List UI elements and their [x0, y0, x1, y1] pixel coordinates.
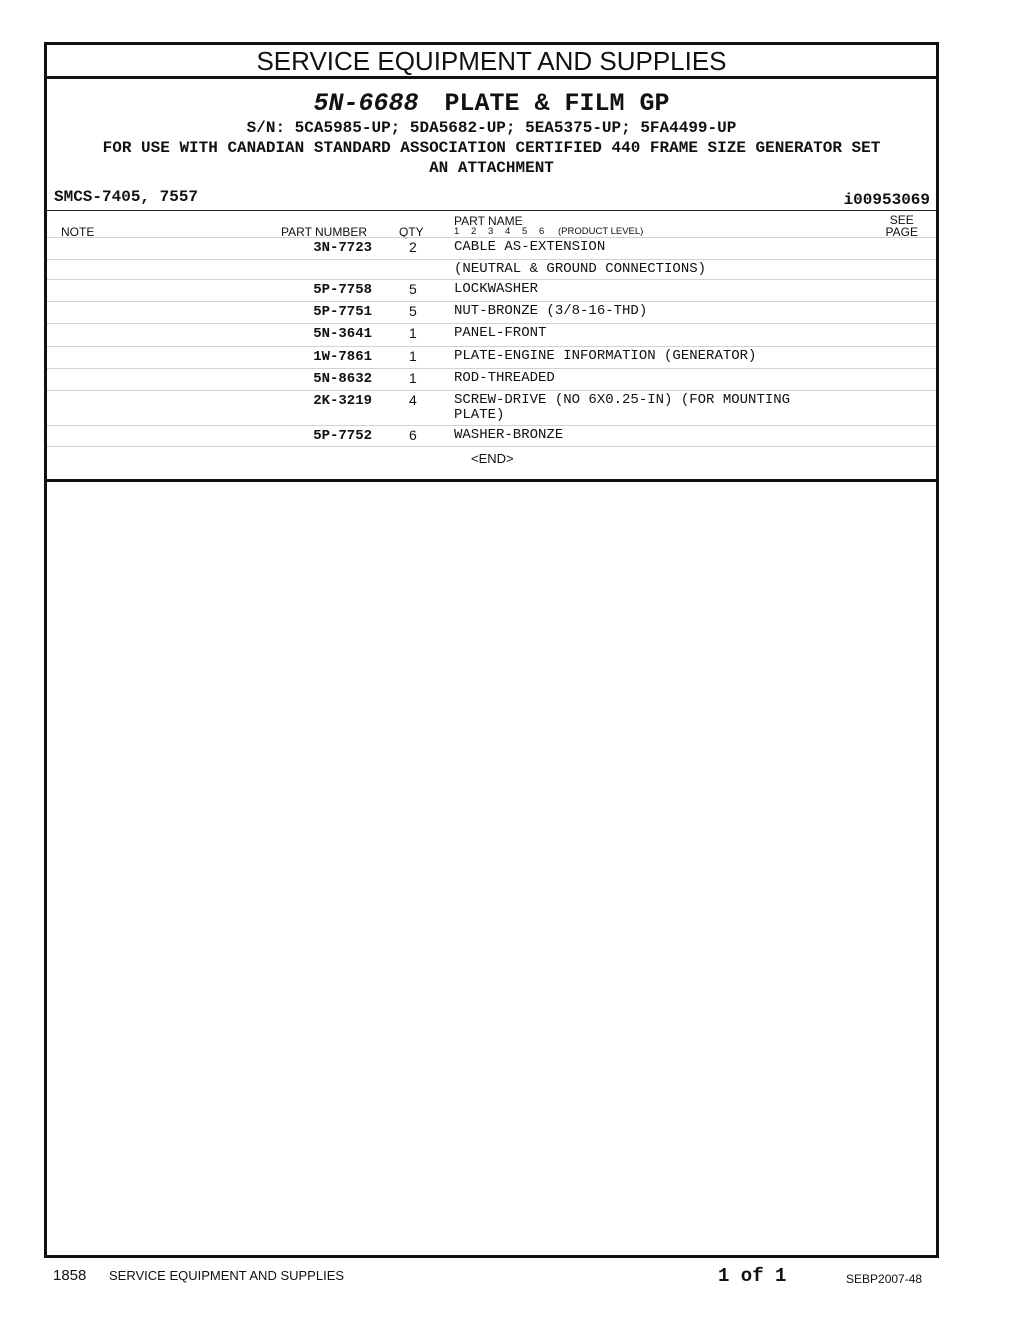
part-name: (NEUTRAL & GROUND CONNECTIONS) [454, 261, 707, 277]
column-header-see-page [886, 214, 918, 238]
group-part-number: 5N-6688 [313, 89, 419, 118]
quantity: 4 [409, 392, 417, 408]
quantity: 5 [409, 281, 417, 297]
usage-note: FOR USE WITH CANADIAN STANDARD ASSOCIATION CERTIFIED 440 FRAME SIZE GENERATOR SET [102, 139, 881, 157]
column-header-note: NOTE [61, 225, 95, 239]
quantity: 6 [409, 427, 417, 443]
quantity: 1 [409, 325, 417, 341]
section-title: SERVICE EQUIPMENT AND SUPPLIES [47, 45, 936, 79]
table-row [47, 368, 936, 390]
table-end [47, 446, 936, 475]
level-1: 1 [454, 226, 460, 237]
quantity: 1 [409, 348, 417, 364]
quantity: 1 [409, 370, 417, 386]
page-frame [44, 42, 939, 1258]
table-row [47, 301, 936, 323]
column-header-qty: QTY [399, 225, 424, 239]
footer-page-number: 1858 [53, 1267, 87, 1284]
level-5: 5 [522, 226, 528, 237]
page-label: PAGE [885, 225, 918, 239]
part-name: SCREW-DRIVE (NO 6X0.25-IN) (FOR MOUNTING PLATE) [454, 392, 791, 423]
part-name: NUT-BRONZE (3/8-16-THD) [454, 303, 648, 319]
part-number: 5P-7752 [313, 428, 372, 444]
part-name: PANEL-FRONT [454, 325, 547, 341]
attachment-note: AN ATTACHMENT [429, 159, 554, 177]
part-number: 5N-8632 [313, 371, 372, 387]
footer-title: SERVICE EQUIPMENT AND SUPPLIES [109, 1268, 345, 1283]
parts-table [47, 237, 936, 475]
part-name: PLATE-ENGINE INFORMATION (GENERATOR) [454, 348, 757, 364]
header-divider [47, 210, 936, 211]
table-row [47, 259, 936, 279]
product-level-label: (PRODUCT LEVEL) [558, 226, 644, 237]
group-part-title: PLATE & FILM GP [444, 89, 670, 118]
part-number: 3N-7723 [313, 240, 372, 256]
table-row [47, 390, 936, 425]
footer-page-of: 1 of 1 [718, 1265, 787, 1287]
illustration-id: i00953069 [843, 191, 930, 209]
part-number: 5N-3641 [313, 326, 372, 342]
smcs-code: SMCS-7405, 7557 [54, 188, 199, 206]
table-row [47, 279, 936, 301]
part-number: 5P-7758 [313, 282, 372, 298]
level-4: 4 [505, 226, 511, 237]
part-number: 5P-7751 [313, 304, 372, 320]
part-number: 2K-3219 [313, 393, 372, 409]
see-label: SEE [889, 213, 914, 227]
column-header-part-name: PART NAME [454, 214, 523, 228]
part-name: ROD-THREADED [454, 370, 555, 386]
part-number: 1W-7861 [313, 349, 372, 365]
table-row [47, 425, 936, 446]
content-divider [47, 479, 936, 482]
level-2: 2 [471, 226, 477, 237]
part-name: LOCKWASHER [454, 281, 539, 297]
group-heading [47, 89, 936, 118]
end-marker: <END> [471, 451, 514, 466]
level-3: 3 [488, 226, 494, 237]
quantity: 2 [409, 239, 417, 255]
product-levels [454, 226, 643, 237]
quantity: 5 [409, 303, 417, 319]
part-name: WASHER-BRONZE [454, 427, 564, 443]
part-name: CABLE AS-EXTENSION [454, 239, 606, 255]
column-header-part-number: PART NUMBER [281, 225, 368, 239]
footer-doc-number: SEBP2007-48 [846, 1272, 923, 1286]
serial-numbers: S/N: 5CA5985-UP; 5DA5682-UP; 5EA5375-UP; 5FA4499-UP [246, 119, 737, 137]
table-row [47, 323, 936, 346]
table-row [47, 237, 936, 259]
table-row [47, 346, 936, 368]
level-6: 6 [539, 226, 545, 237]
